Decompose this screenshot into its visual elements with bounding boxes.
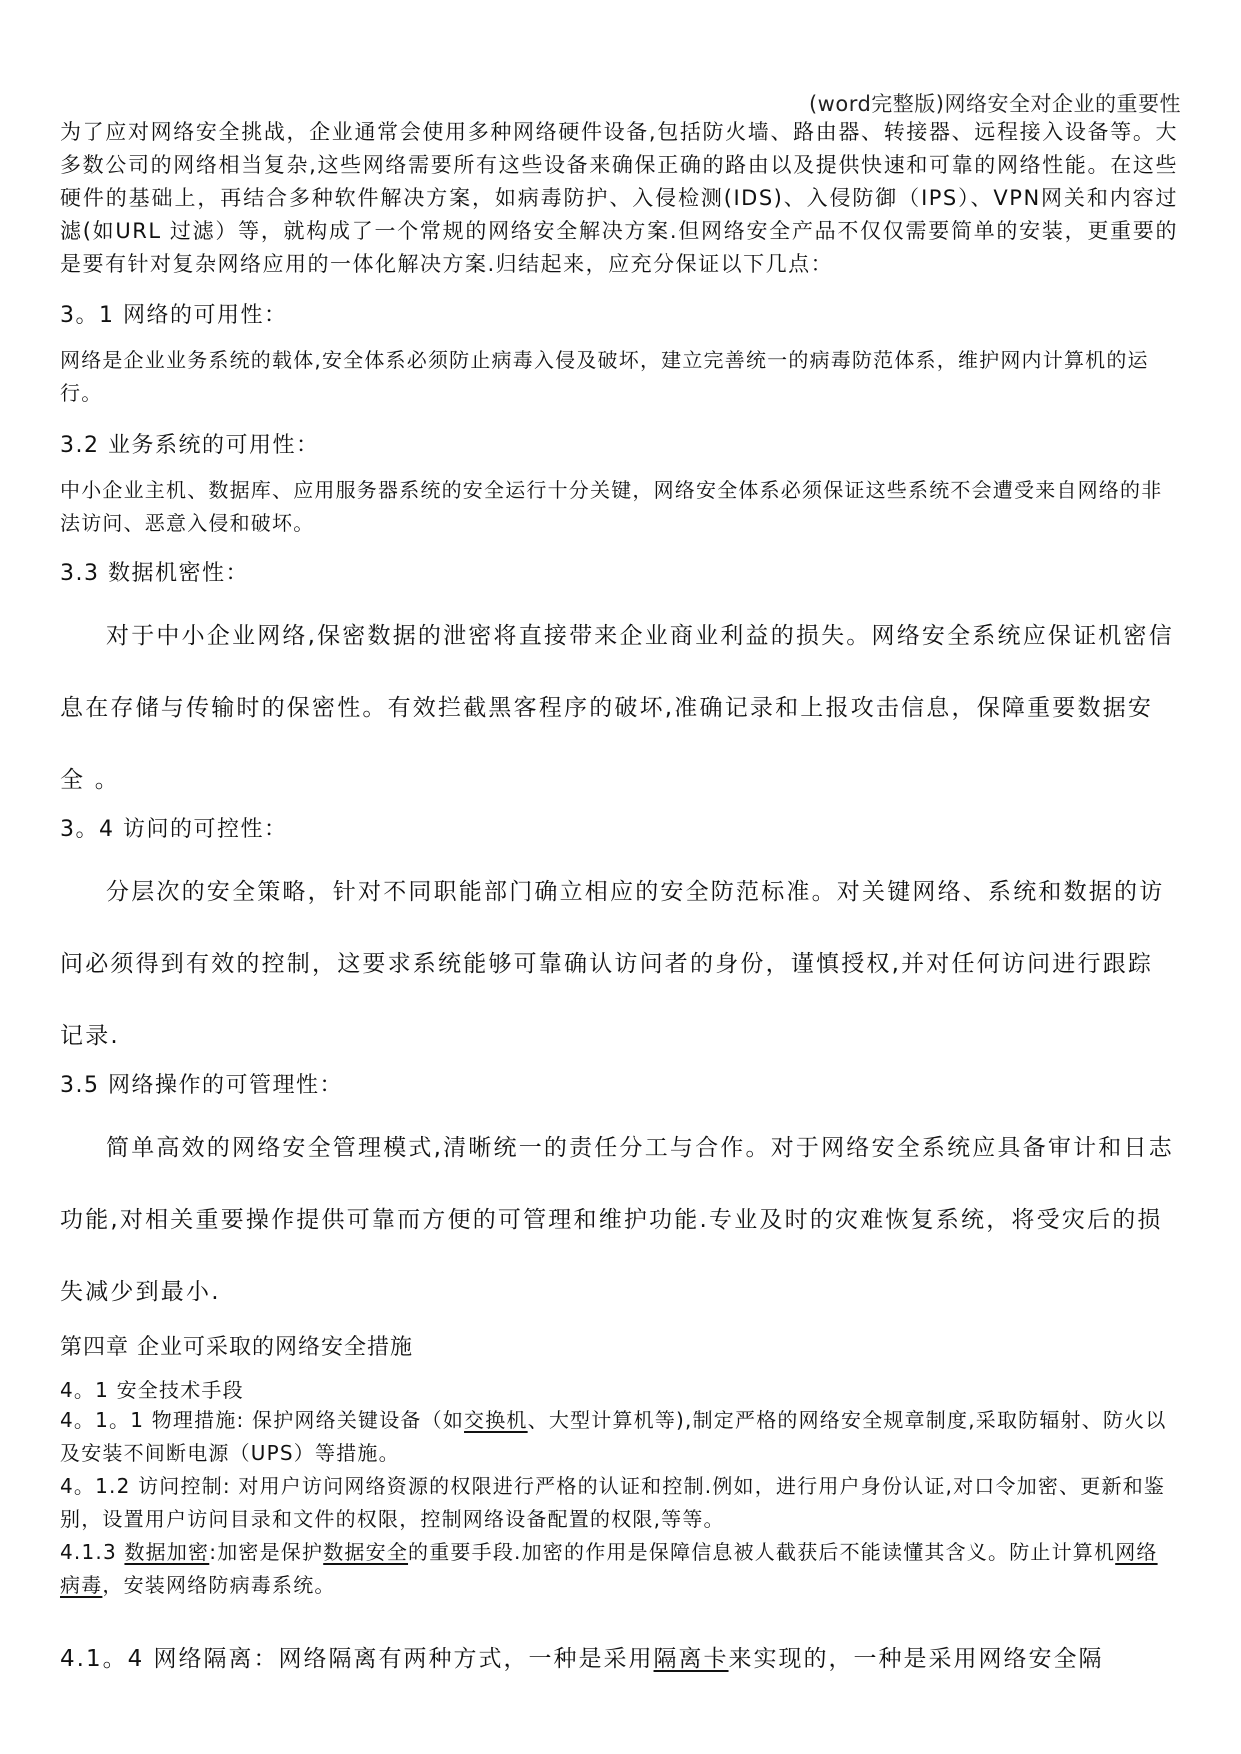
chapter-4 [60, 1330, 1178, 1361]
isolation-card-link[interactable]: 隔离卡 [653, 1646, 729, 1672]
page-header-title: (word完整版)网络安全对企业的重要性 [808, 92, 1181, 116]
item-text: 4.1。4 网络隔离：网络隔离有两种方式，一种是采用 [60, 1646, 654, 1672]
section-heading: 3.2 业务系统的可用性： [60, 433, 320, 458]
list-item-4-1-1 [60, 1404, 1178, 1470]
intro-section [60, 116, 1178, 281]
section-heading: 3。1 网络的可用性： [60, 303, 288, 328]
item-number: 4.1.3 [60, 1540, 125, 1564]
section-3-3 [60, 556, 1178, 587]
section-heading: 3.5 网络操作的可管理性： [60, 1073, 343, 1098]
section-3-1 [60, 298, 1178, 329]
network-virus-link[interactable]: 网络病毒 [60, 1540, 1158, 1597]
item-text: 4。1。1 物理措施: 保护网络关键设备（如 [60, 1408, 465, 1432]
item-text: ，安装网络防病毒系统。 [102, 1573, 336, 1597]
section-3-4-body [60, 856, 1178, 1072]
data-encryption-link[interactable]: 数据加密 [124, 1540, 210, 1564]
list-item-4-1-2: 4。1.2 访问控制: 对用户访问网络资源的权限进行严格的认证和控制.例如，进行用户身份认证,对口令加密、更新和鉴别，设置用户访问目录和文件的权限，控制网络设备配置的权限,等等。 [60, 1474, 1166, 1531]
section-heading: 4。1 安全技术手段 [60, 1378, 244, 1402]
list-item-4-1-3 [60, 1536, 1178, 1602]
section-3-3-body [60, 600, 1178, 816]
section-paragraph: 中小企业主机、数据库、应用服务器系统的安全运行十分关键，网络安全体系必须保证这些系统不会遭受来自网络的非法访问、恶意入侵和破坏。 [60, 478, 1163, 535]
section-3-1-body [60, 344, 1178, 410]
section-3-5-body [60, 1112, 1178, 1328]
section-heading: 3。4 访问的可控性： [60, 817, 288, 842]
section-paragraph: 分层次的安全策略，针对不同职能部门确立相应的安全防范标准。对关键网络、系统和数据的访问必须得到有效的控制，这要求系统能够可靠确认访问者的身份，谨慎授权,并对任何访问进行跟踪记录. [60, 879, 1165, 1049]
section-3-5 [60, 1068, 1178, 1099]
section-4-1 [60, 1376, 1178, 1602]
section-paragraph: 对于中小企业网络,保密数据的泄密将直接带来企业商业利益的损失。网络安全系统应保证机密信息在存储与传输时的保密性。有效拦截黑客程序的破坏,准确记录和上报攻击信息，保障重要数据安全 。 [60, 623, 1174, 793]
chapter-title: 第四章 企业可采取的网络安全措施 [60, 1335, 413, 1360]
switch-link[interactable]: 交换机 [464, 1408, 528, 1432]
item-text: 来实现的，一种是采用网络安全隔 [728, 1646, 1104, 1672]
section-3-2 [60, 428, 1178, 459]
section-4-1-4 [60, 1640, 1178, 1673]
section-paragraph: 简单高效的网络安全管理模式,清晰统一的责任分工与合作。对于网络安全系统应具备审计和日志功能,对相关重要操作提供可靠而方便的可管理和维护功能.专业及时的灾难恢复系统，将受灾后的损失减少到最小. [60, 1135, 1174, 1305]
section-3-4 [60, 812, 1178, 843]
section-paragraph: 网络是企业业务系统的载体,安全体系必须防止病毒入侵及破坏，建立完善统一的病毒防范体系，维护网内计算机的运行。 [60, 348, 1149, 405]
item-text: 的重要手段.加密的作用是保障信息被人截获后不能读懂其含义。防止计算机 [408, 1540, 1116, 1564]
data-security-link[interactable]: 数据安全 [323, 1540, 409, 1564]
intro-paragraph: 为了应对网络安全挑战，企业通常会使用多种网络硬件设备,包括防火墙、路由器、转接器、远程接入设备等。大多数公司的网络相当复杂,这些网络需要所有这些设备来确保正确的路由以及提供快速和可靠的网络性能。在这些硬件的基础上，再结合多种软件解决方案，如病毒防护、入侵检测(IDS)、入侵防御（IPS）、VPN网关和内容过滤(如URL 过滤）等，就构成了一个常规的网络安全解决方案.但网络安全产品不仅仅需要简单的安装，更重要的是要有针对复杂网络应用的一体化解决方案.归结起来，应充分保证以下几点： [60, 120, 1178, 276]
section-3-2-body [60, 474, 1178, 540]
item-text: 、大型计算机等),制定严格的网络安全规章制度,采取防辐射、防火以及安装不间断电源（UPS）等措施。 [60, 1408, 1167, 1465]
list-item-4-1-4 [60, 1640, 1178, 1673]
item-text: :加密是保护 [209, 1540, 324, 1564]
section-heading: 3.3 数据机密性： [60, 561, 249, 586]
